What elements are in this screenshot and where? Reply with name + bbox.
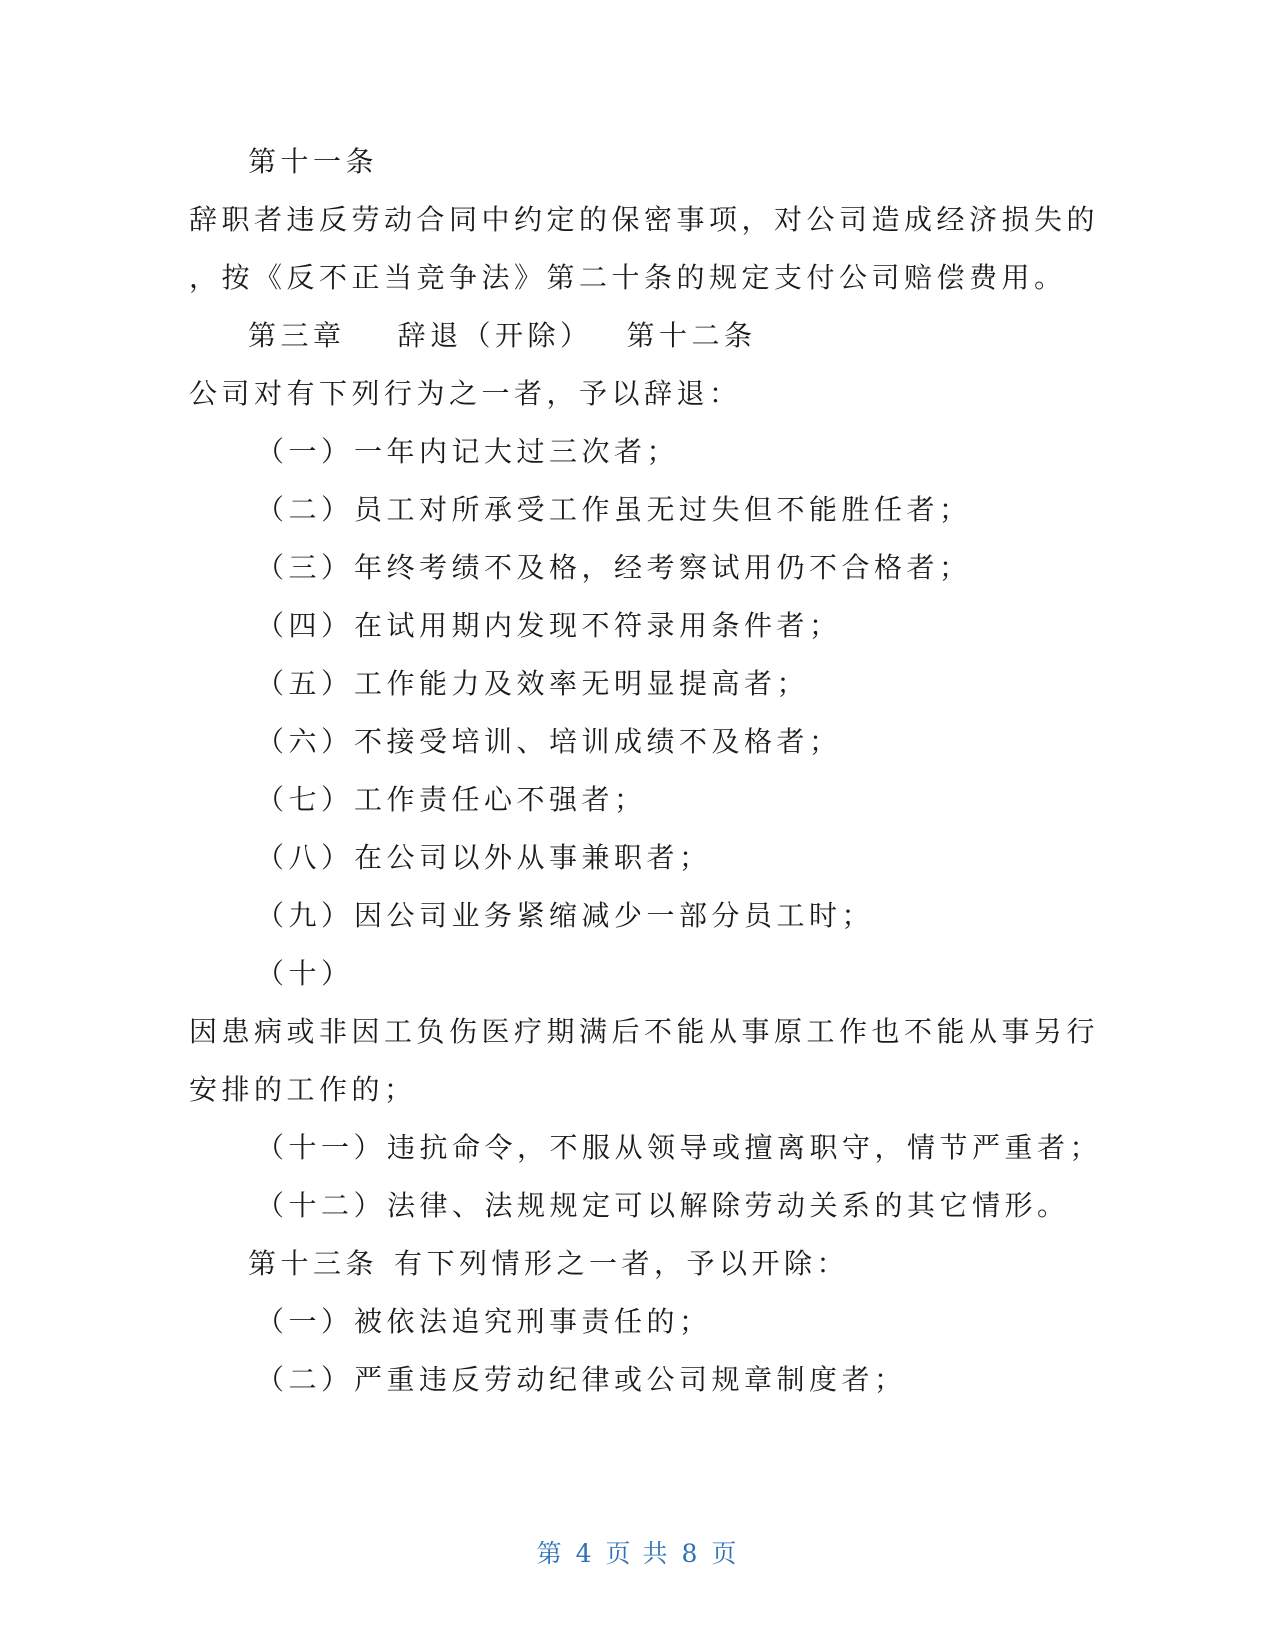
page-current: 4 [575, 1539, 594, 1568]
list-item-text-line-1: 因患病或非因工负伤医疗期满后不能从事原工作也不能从事另行 [189, 1015, 1100, 1048]
article-12-intro: 公司对有下列行为之一者，予以辞退： [189, 377, 742, 410]
article-12-heading: 第十二条 [626, 319, 757, 352]
list-item-text: 工作责任心不强者； [354, 783, 647, 816]
list-item [256, 667, 810, 700]
list-item-marker: （一） [256, 435, 354, 468]
list-item-marker: （十一） [256, 1131, 387, 1164]
list-item [256, 725, 842, 758]
list-item-text: 法律、法规规定可以解除劳动关系的其它情形。 [387, 1189, 1070, 1222]
article-11-text-line-1: 辞职者违反劳动合同中约定的保密事项，对公司造成经济损失的 [189, 203, 1100, 236]
list-item-text: 不接受培训、培训成绩不及格者； [354, 725, 842, 758]
list-item-text: 因公司业务紧缩减少一部分员工时； [354, 899, 875, 932]
page-total: 8 [681, 1539, 700, 1568]
list-item-marker: （八） [256, 841, 354, 874]
list-item [256, 493, 972, 526]
chapter-3-heading [248, 319, 757, 352]
list-item-marker: （三） [256, 551, 354, 584]
list-item [256, 1189, 1070, 1222]
list-item [256, 899, 875, 932]
list-item-marker: （九） [256, 899, 354, 932]
article-13-heading: 第十三条 [248, 1247, 379, 1280]
page-footer [0, 1534, 1275, 1570]
list-item [256, 609, 842, 642]
list-item-marker: （四） [256, 609, 354, 642]
list-item [256, 1131, 1103, 1164]
list-item-text: 被依法追究刑事责任的； [354, 1305, 712, 1338]
list-item-marker: （二） [256, 493, 354, 526]
list-item [256, 1363, 907, 1396]
list-item-text: 严重违反劳动纪律或公司规章制度者； [354, 1363, 907, 1396]
article-11-text-line-2: ，按《反不正当竞争法》第二十条的规定支付公司赔偿费用。 [189, 261, 1067, 294]
list-item-marker: （七） [256, 783, 354, 816]
list-item-text: 违抗命令，不服从领导或擅离职守，情节严重者； [387, 1131, 1103, 1164]
list-item-marker: （十二） [256, 1189, 387, 1222]
article-13-heading-line [248, 1247, 850, 1280]
page-label-pre: 第 [536, 1539, 564, 1568]
list-item-text: 在公司以外从事兼职者； [354, 841, 712, 874]
list-item-marker: （六） [256, 725, 354, 758]
list-item-marker: （十） [256, 957, 354, 990]
list-item-text: 一年内记大过三次者； [354, 435, 680, 468]
list-item [256, 841, 712, 874]
list-item-text: 在试用期内发现不符录用条件者； [354, 609, 842, 642]
list-item-marker: （二） [256, 1363, 354, 1396]
list-item [256, 783, 647, 816]
list-item-text: 员工对所承受工作虽无过失但不能胜任者； [354, 493, 972, 526]
page-label-mid: 页 共 [605, 1539, 670, 1568]
article-13-intro: 有下列情形之一者，予以开除： [394, 1247, 850, 1280]
list-item [256, 1305, 712, 1338]
chapter-label: 第三章 [248, 319, 346, 352]
list-item [256, 435, 680, 468]
article-11-heading: 第十一条 [248, 145, 379, 178]
list-item [256, 551, 972, 584]
list-item-marker: （一） [256, 1305, 354, 1338]
list-item-text: 工作能力及效率无明显提高者； [354, 667, 810, 700]
page-label-post: 页 [711, 1539, 739, 1568]
list-item-marker: （五） [256, 667, 354, 700]
chapter-title: 辞退（开除） [397, 319, 593, 352]
list-item-text-line-2: 安排的工作的； [189, 1073, 417, 1106]
list-item-text: 年终考绩不及格，经考察试用仍不合格者； [354, 551, 972, 584]
